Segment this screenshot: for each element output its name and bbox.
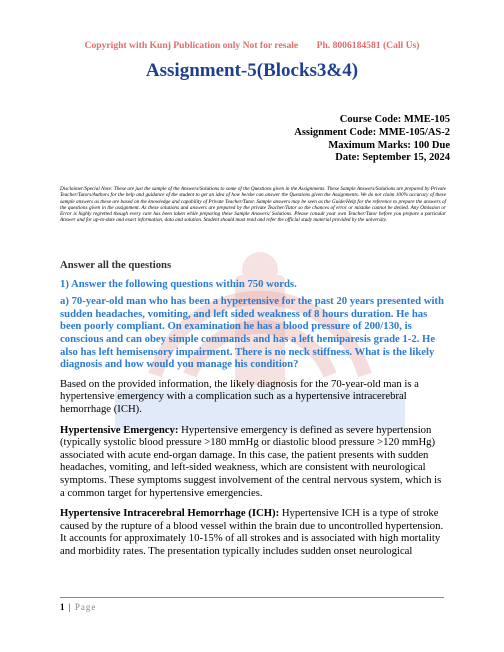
answer-paragraph-1: Based on the provided information, the likely diagnosis for the 70-year-old man is a hypertensive emergency with a complication such as a hypertensive intracerebral hemorrhage (ICH). [60,377,419,415]
answer-paragraph-2 [60,424,444,500]
assignment-code: Assignment Code: MME-105/AS-2 [294,126,450,138]
phone-text: Ph. 8006184581 (Call Us) [316,40,420,51]
question-1-heading: 1) Answer the following questions within 750 words. [60,277,297,290]
max-marks: Maximum Marks: 100 Due [328,139,450,151]
paragraph-2-label: Hypertensive Emergency: [60,423,179,436]
answer-all-heading: Answer all the questions [60,259,172,271]
paragraph-3-label: Hypertensive Intracerebral Hemorrhage (ICH): [60,507,280,520]
question-1a: a) 70-year-old man who has been a hypertensive for the past 20 years presented with sudden headaches, vomiting, and left sided weakness of 8 hours duration. He has been poorly compliant. On examination he has a blood pressure of 200/130, is conscious and can obey simple commands and has a left hemiparesis grade 1-2. He also has left hemisensory impairment. There is no neck stiffness. What is the likely diagnosis and how would you manage his condition? [60,295,444,371]
copyright-text: Copyright with Kunj Publication only Not for resale [84,40,299,51]
answer-paragraph-3 [60,507,444,557]
due-date: Date: September 15, 2024 [335,152,450,164]
paragraph-3-text: Hypertensive ICH is a type of stroke caused by the rupture of a blood vessel within the brain due to uncontrolled hypertension. It accounts for approximately 10-15% of all strokes and is associated with high mortality and morbidity rates. The presentation typically includes sudden onset neurological [60,507,444,557]
page-title: Assignment-5(Blocks3&4) [145,60,359,81]
answer-content [60,259,444,565]
copyright-line [0,40,504,51]
footer-separator: | [68,602,71,612]
course-code: Course Code: MME-105 [339,114,450,125]
paragraph-2-text: Hypertensive emergency is defined as severe hypertension (typically systolic blood pressure >180 mmHg or diastolic blood pressure >120 mmHg) associated with acute end-organ damage. In this case, the patient presents with sudden headaches, vomiting, and left-sided weakness, which are consistent with neurological symptoms. These symptoms suggest involvement of the central nervous system, which is a common target for hypertensive emergencies. [60,423,442,499]
page-label: Page [74,602,97,612]
disclaimer: Disclaimer/Special Note: These are just the sample of the Answers/Solutions to some of the Questions given in the Assignments. These Sample Answers/Solutions are prepared by Private Teacher/Tutors/Authors for the help and guidance of the student to get an idea of how he/she can answer the Questions given the Assignments. We do not claim 100% accuracy of these sample answers as these are based on the knowledge and capability of Private Teacher/Tutor. Sample answers may be seen as the Guide/Help for the reference to prepare the answers of the questions given in the assignment. As these solutions and answers are prepared by the private Teacher/Tutor so the chances of error or mistake cannot be denied. Any Omission or Error is highly regretted though every care has been taken while preparing these Sample Answers/ Solutions. Please consult your own Teacher/Tutor before you prepare a particular Answer and for up-to-date and exact information, data and solution. Student should must read and refer the official study material provided by the university. [60,186,446,224]
page-footer [60,597,444,612]
page-number: 1 [60,602,65,612]
assignment-meta [294,114,450,165]
